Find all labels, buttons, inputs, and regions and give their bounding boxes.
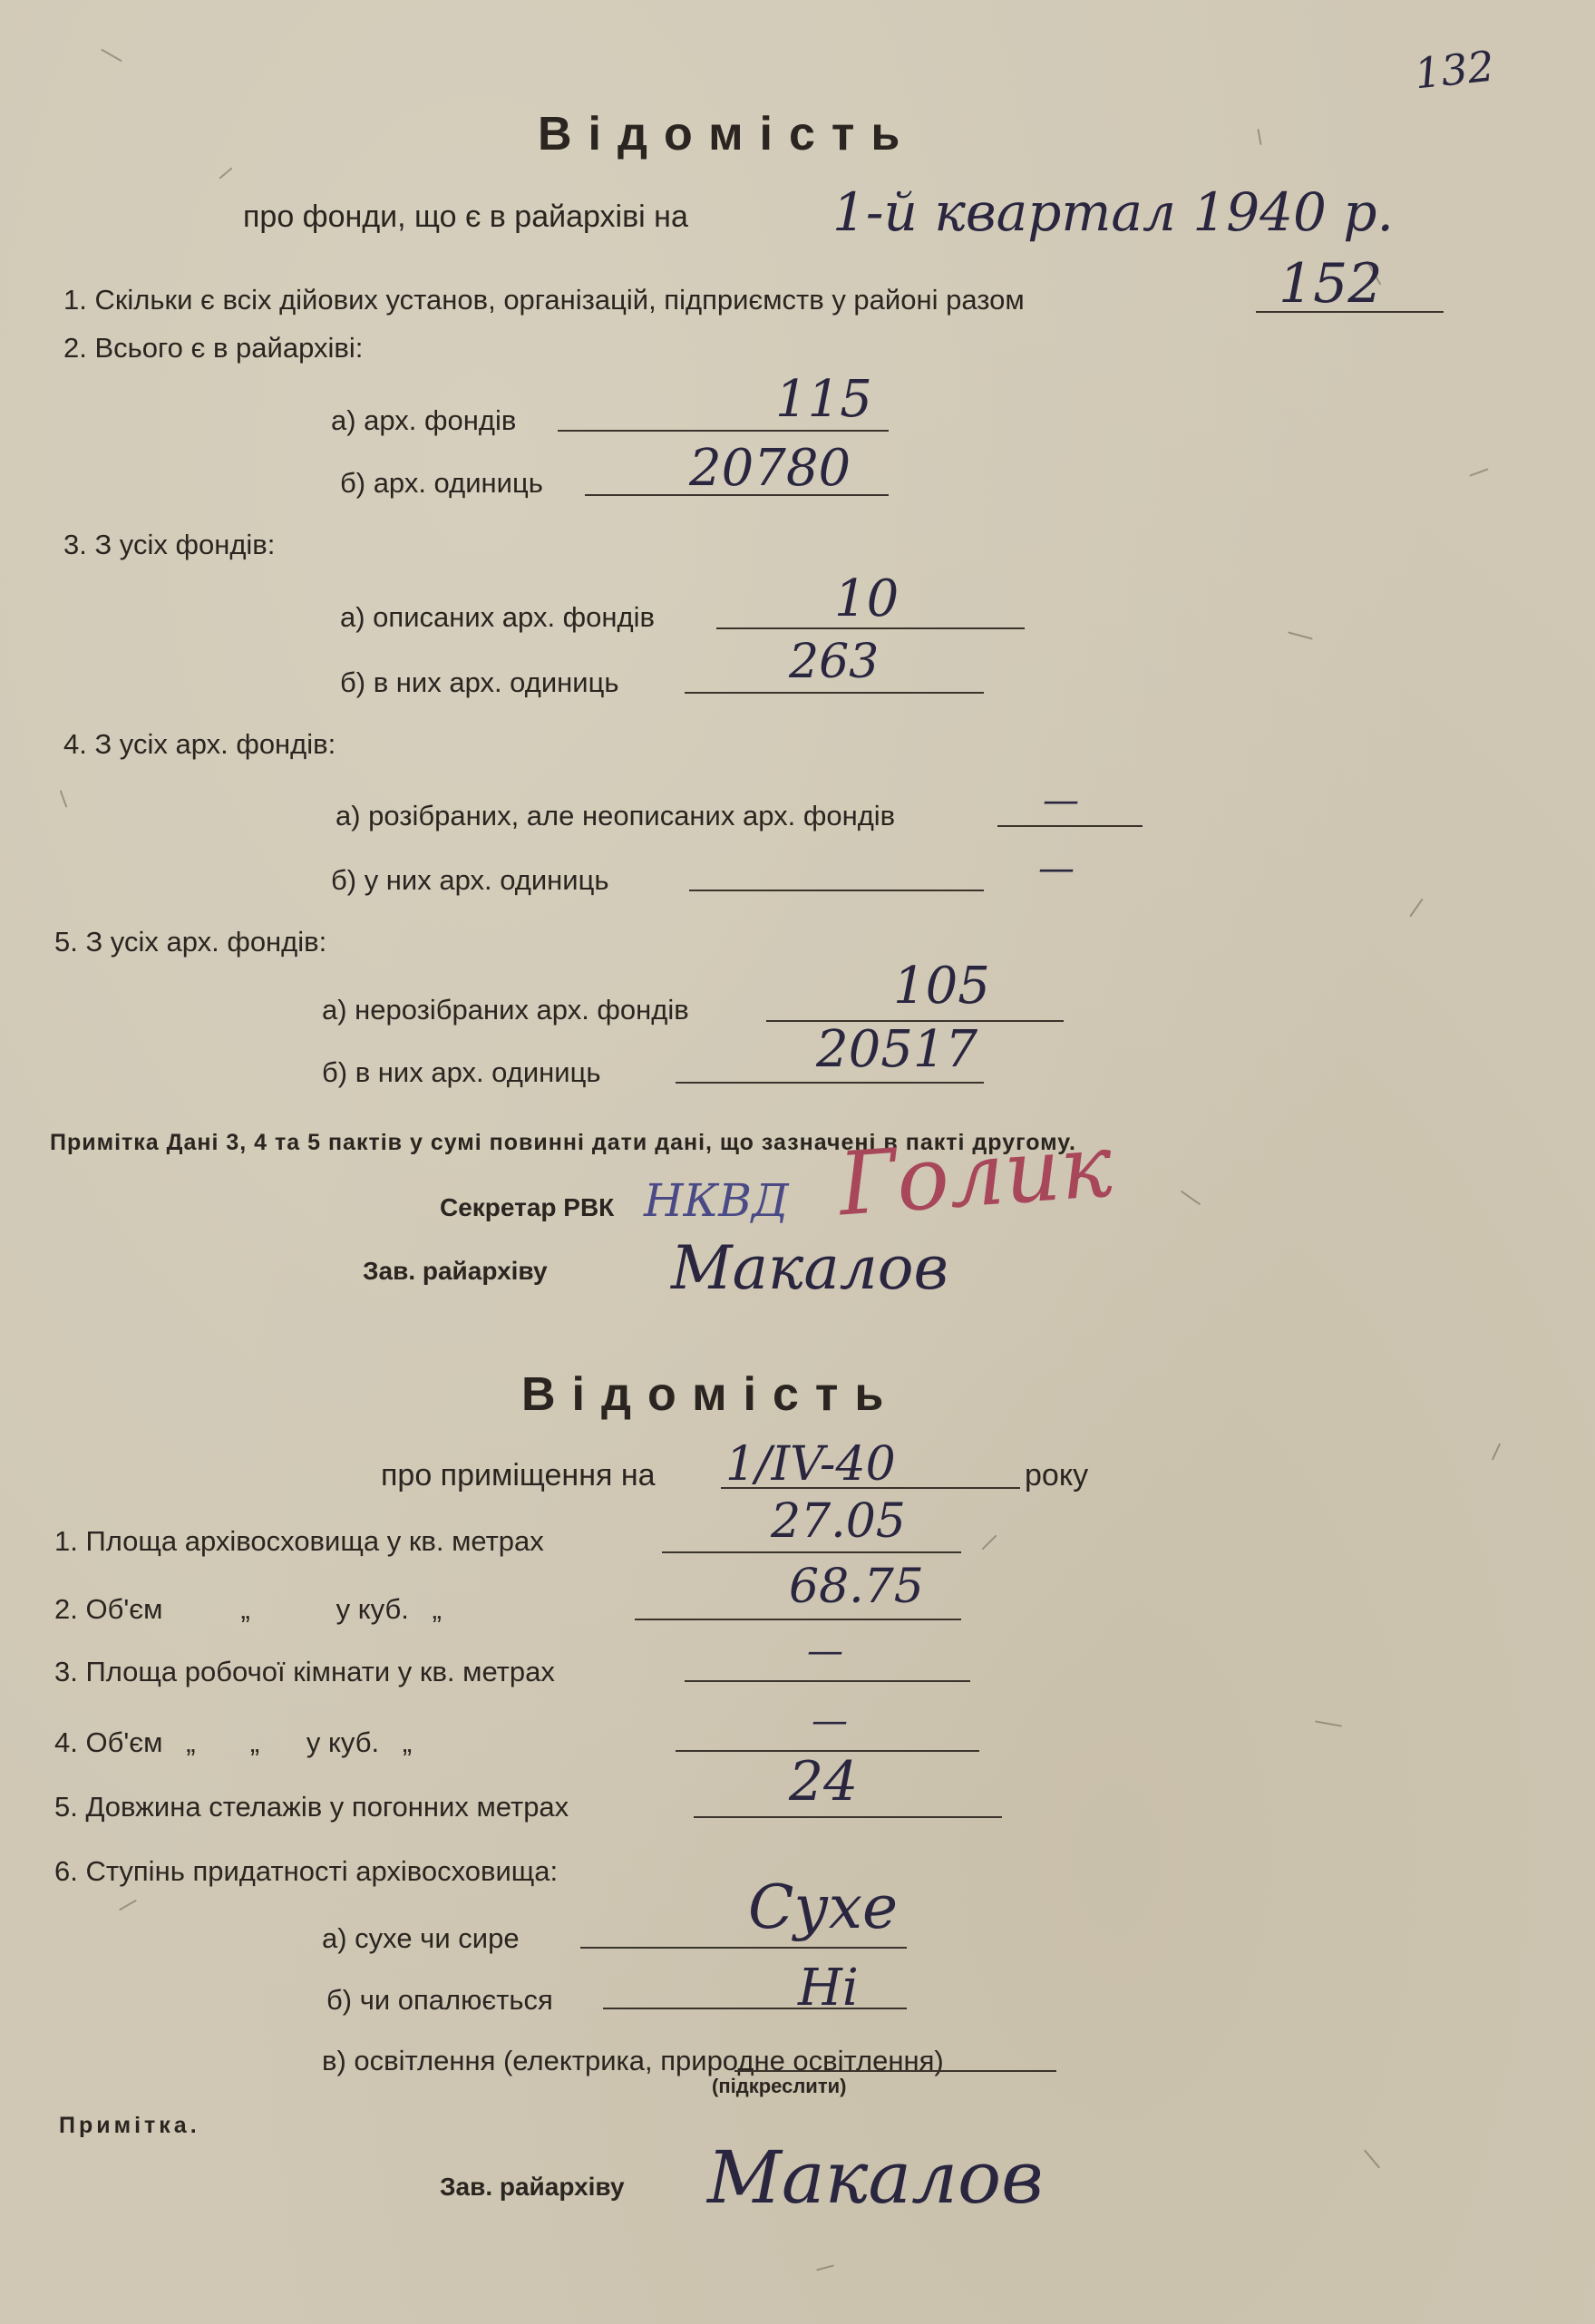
- premises-item-3-value: —: [807, 1630, 843, 1672]
- funds-item-2a-label: а) арх. фондів: [331, 404, 517, 436]
- premises-item-6a-line: [580, 1947, 907, 1949]
- premises-item-6c-label: в) освітлення (електрика, природне освітлення): [322, 2045, 944, 2076]
- premises-item-1-value: 27.05: [771, 1494, 906, 1549]
- premises-item-6b-label: б) чи опалюється: [326, 1984, 553, 2016]
- funds-item-2a-value: 115: [775, 370, 872, 429]
- premises-item-2-value: 68.75: [789, 1560, 924, 1614]
- funds-item-4b-line: [689, 890, 984, 891]
- premises-item-5-label: 5. Довжина стелажів у погонних метрах: [54, 1791, 569, 1823]
- premises-underline-hint: (підкреслити): [712, 2075, 847, 2097]
- funds-head-signature: Макалов: [671, 1233, 948, 1303]
- premises-lighting-underline: [734, 2070, 1056, 2072]
- premises-report-title: Відомість: [521, 1368, 900, 1421]
- funds-item-5b-label: б) в них арх. одиниць: [322, 1056, 601, 1088]
- premises-item-6a-label: а) сухе чи сире: [322, 1922, 520, 1954]
- funds-item-4b-value: —: [1038, 848, 1075, 890]
- funds-item-4-label: 4. З усіх арх. фондів:: [63, 728, 336, 760]
- premises-item-6b-line: [603, 2008, 907, 2009]
- premises-item-4-label: 4. Об'єм „ „ у куб. „: [54, 1726, 413, 1758]
- funds-item-4a-label: а) розібраних, але неописаних арх. фондів: [336, 800, 896, 831]
- premises-item-5-line: [694, 1816, 1002, 1818]
- archive-sheet-number: 132: [1412, 41, 1497, 99]
- funds-item-4b-label: б) у них арх. одиниць: [331, 864, 609, 896]
- premises-report-note: Примітка.: [59, 2113, 200, 2138]
- secretary-signature: Голик: [835, 1114, 1116, 1236]
- premises-item-5-value: 24: [789, 1750, 859, 1813]
- premises-item-4-value: —: [812, 1700, 848, 1742]
- funds-item-4a-value: —: [1043, 780, 1079, 822]
- funds-report-subtitle: про фонди, що є в райархіві на: [243, 199, 688, 234]
- premises-item-3-label: 3. Площа робочої кімнати у кв. метрах: [54, 1656, 555, 1687]
- funds-report-title: Відомість: [538, 108, 917, 160]
- funds-item-1-value: 152: [1279, 252, 1383, 316]
- premises-head-label: Зав. райархіву: [440, 2173, 625, 2201]
- funds-item-5b-value: 20517: [816, 1020, 978, 1079]
- funds-item-2a-line: [558, 430, 889, 432]
- premises-report-year-word: року: [1025, 1458, 1089, 1493]
- funds-item-5b-line: [676, 1082, 984, 1084]
- secretary-handwritten-note: НКВД: [644, 1174, 789, 1227]
- funds-item-5a-value: 105: [893, 957, 990, 1016]
- premises-item-2-line: [635, 1619, 961, 1620]
- funds-item-5a-label: а) нерозібраних арх. фондів: [322, 994, 689, 1026]
- premises-item-2-label: 2. Об'єм „ у куб. „: [54, 1593, 442, 1625]
- premises-item-3-line: [685, 1680, 970, 1682]
- funds-item-3b-label: б) в них арх. одиниць: [340, 666, 619, 698]
- premises-report-subtitle: про приміщення на: [381, 1458, 656, 1493]
- funds-item-2b-label: б) арх. одиниць: [340, 467, 543, 499]
- funds-item-3-label: 3. З усіх фондів:: [63, 529, 276, 560]
- funds-item-3b-line: [685, 692, 984, 694]
- premises-item-1-label: 1. Площа архівосховища у кв. метрах: [54, 1525, 544, 1557]
- premises-item-6-label: 6. Ступінь придатності архівосховища:: [54, 1855, 559, 1887]
- funds-item-2-label: 2. Всього є в райархіві:: [63, 332, 364, 364]
- secretary-label: Секретар РВК: [440, 1193, 615, 1221]
- premises-head-signature: Макалов: [707, 2135, 1044, 2220]
- funds-item-3a-label: а) описаних арх. фондів: [340, 601, 655, 633]
- funds-item-3b-value: 263: [789, 635, 880, 689]
- funds-item-2b-value: 20780: [689, 439, 851, 498]
- funds-report-note: Примітка Дані 3, 4 та 5 пактів у сумі повинні дати дані, що зазначені в пакті другому.: [50, 1130, 1076, 1155]
- funds-item-3a-value: 10: [834, 569, 900, 628]
- premises-report-date: 1/IV-40: [725, 1437, 896, 1492]
- funds-item-1-label: 1. Скільки є всіх дійових установ, організацій, підприємств у районі разом: [63, 284, 1025, 316]
- premises-item-1-line: [662, 1551, 961, 1553]
- premises-item-6a-value: Сухе: [748, 1872, 899, 1942]
- premises-item-6b-value: Ні: [798, 1959, 859, 2018]
- funds-head-label: Зав. райархіву: [363, 1257, 548, 1285]
- funds-item-4a-line: [997, 825, 1143, 827]
- funds-item-5-label: 5. З усіх арх. фондів:: [54, 926, 327, 958]
- funds-report-period: 1-й квартал 1940 р.: [832, 181, 1394, 243]
